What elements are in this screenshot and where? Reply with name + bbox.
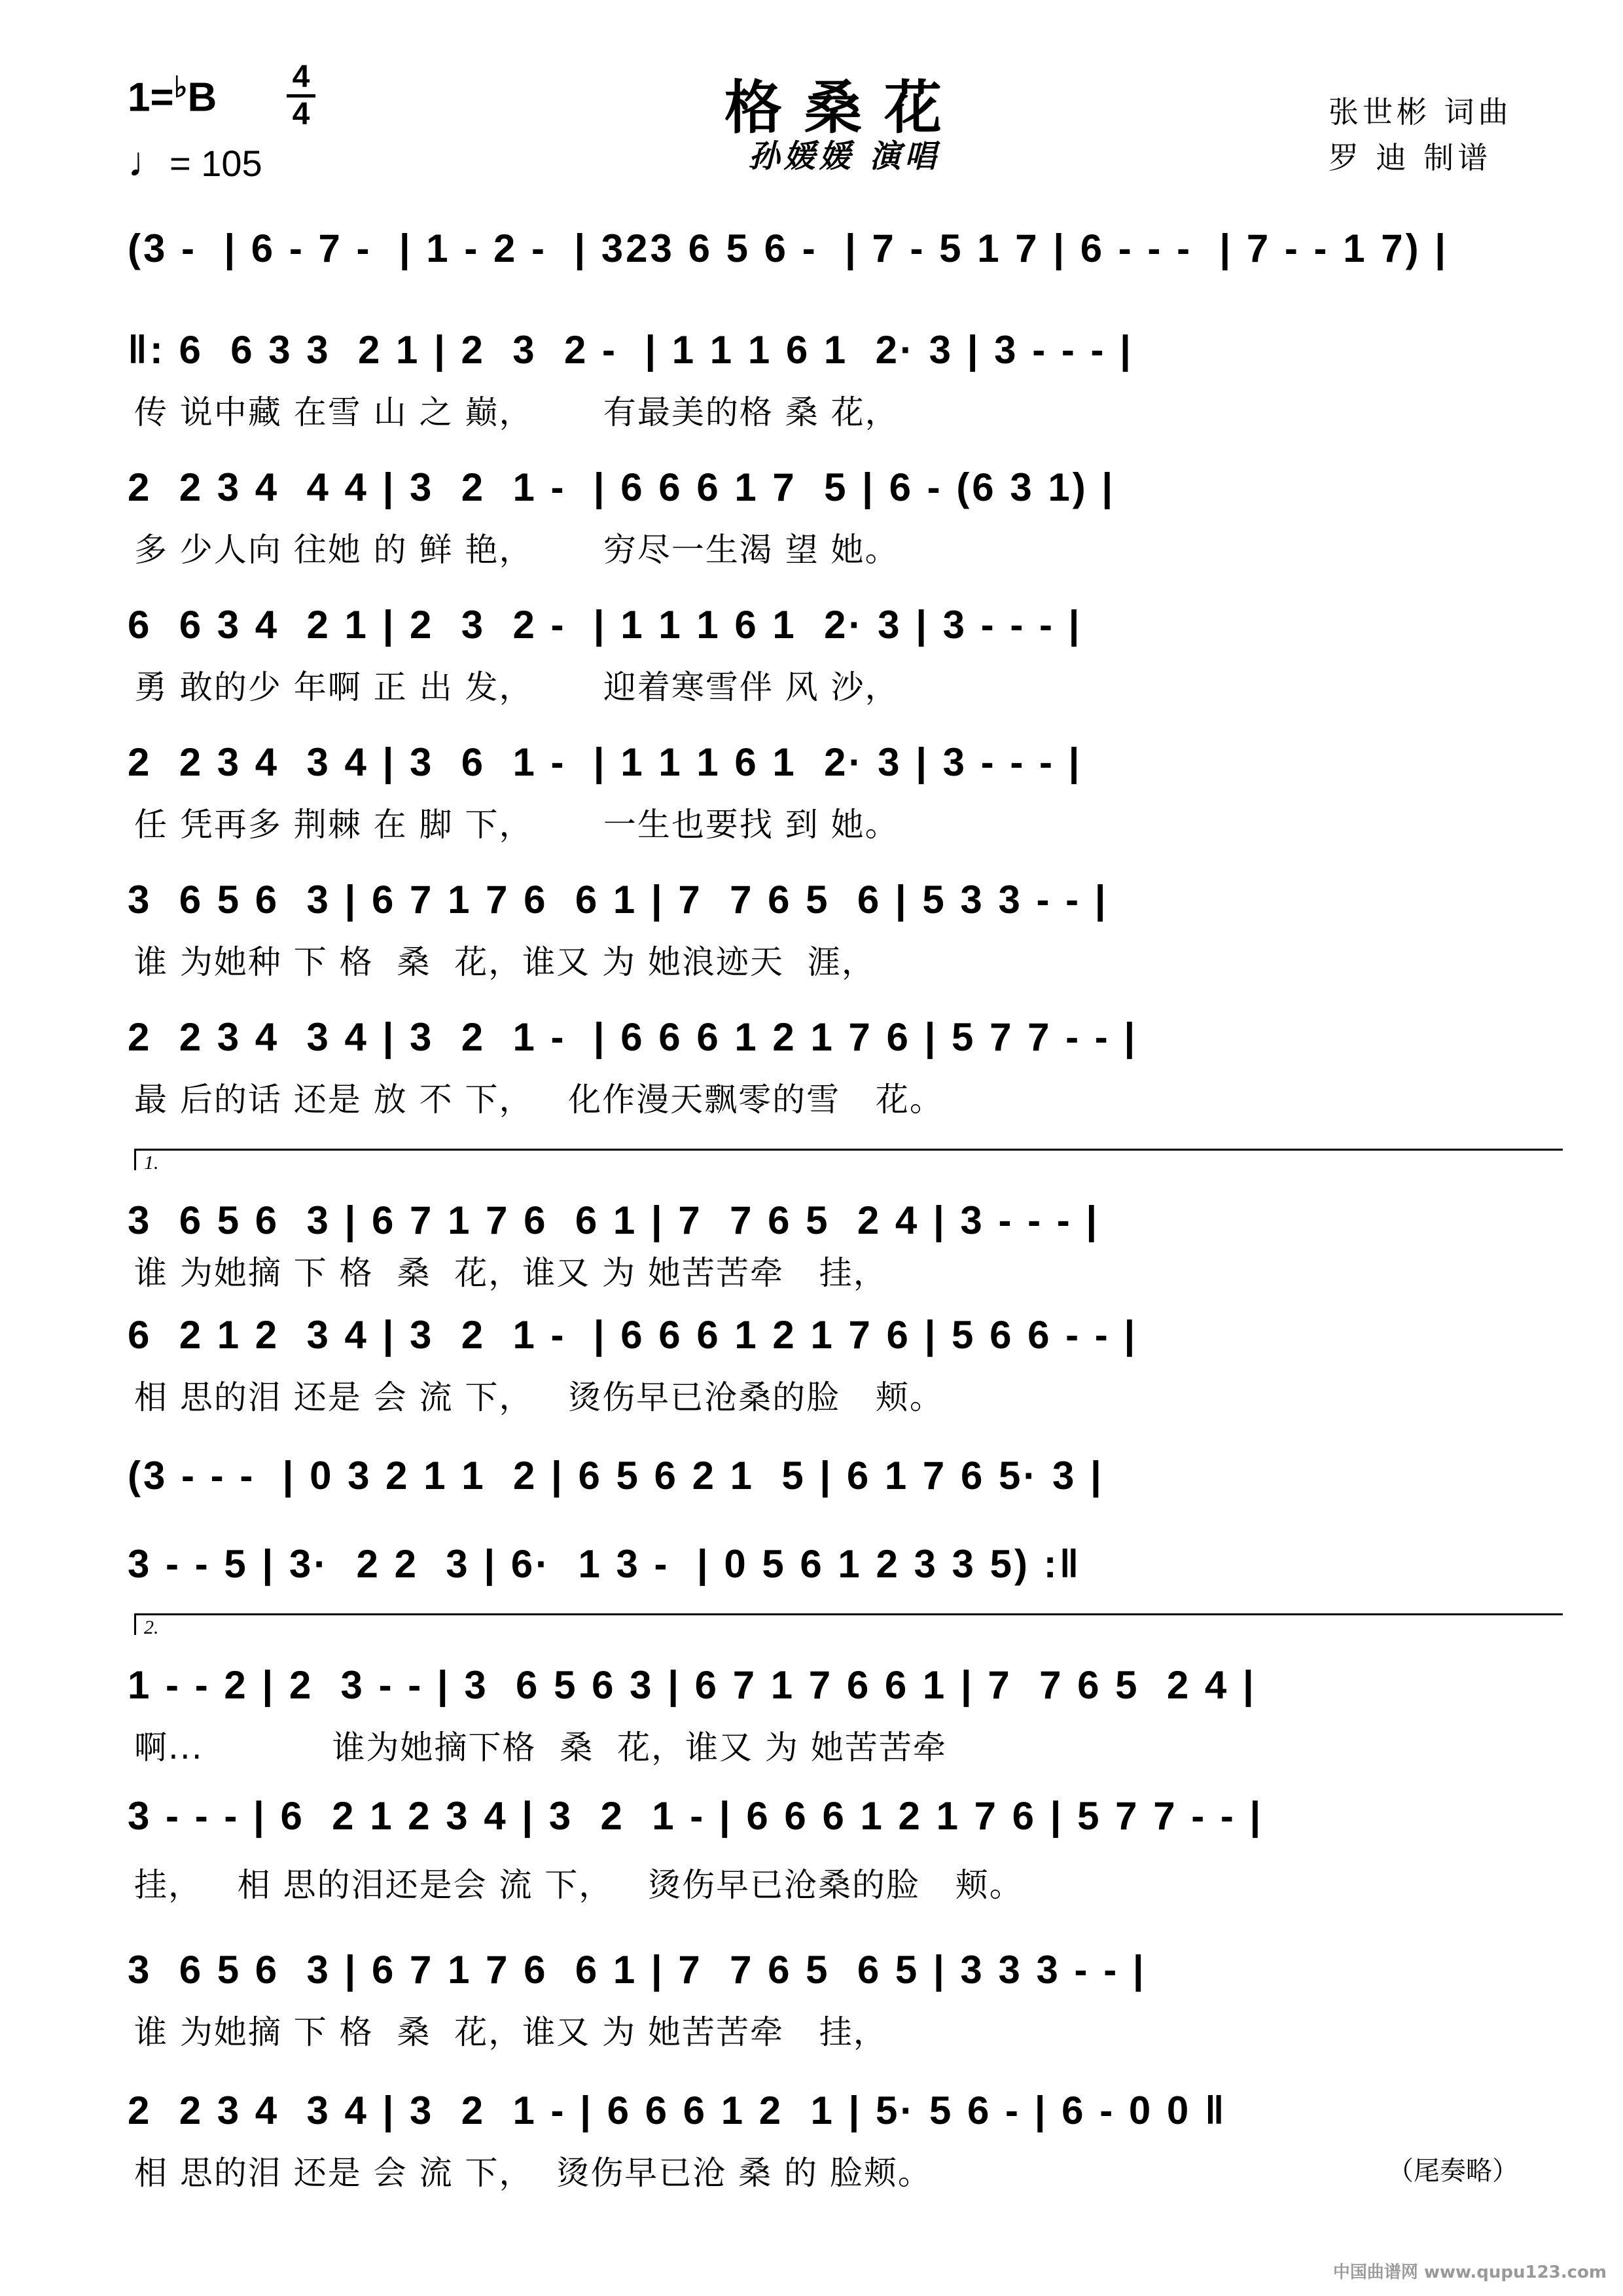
lyric-line: 相 思的泪 还是 会 流 下， 烫伤早已沧桑的脸 颊。 [134, 1378, 944, 1416]
notation-line: 2 2 3 4 3 4 | 3 6 1 - | 1 1 1 6 1 2· 3 | 3 - - - | [128, 740, 1082, 784]
notation-line: 3 - - - | 6 2 1 2 3 4 | 3 2 1 - | 6 6 6 1 2 1 7 6 | 5 7 7 - - | [128, 1794, 1264, 1838]
lyric-line: 谁 为她种 下 格 桑 花，谁又 为 她浪迹天 涯， [134, 943, 876, 981]
notation-line: 6 2 1 2 3 4 | 3 2 1 - | 6 6 6 1 2 1 7 6 | 5 6 6 - - | [128, 1313, 1138, 1357]
song-title: 格桑花 [724, 73, 964, 141]
composer-credit: 张世彬 词曲 [1329, 94, 1512, 130]
notation-line: 2 2 3 4 3 4 | 3 2 1 - | 6 6 6 1 2 1 7 6 | 5 7 7 - - | [128, 1015, 1138, 1059]
volta-number: 2. [144, 1617, 159, 1638]
lyric-line: 挂， 相 思的泪还是会 流 下， 烫伤早已沧桑的脸 颊。 [134, 1866, 1024, 1904]
time-signature: 4 4 [287, 62, 315, 130]
notation-line: 1 - - 2 | 2 3 - - | 3 6 5 6 3 | 6 7 1 7 6 6 1 | 7 7 6 5 2 4 | [128, 1663, 1257, 1707]
lyric-line: 传 说中藏 在雪 山 之 巅， 有最美的格 桑 花， [134, 393, 899, 431]
outro-note: （尾奏略） [1387, 2156, 1518, 2186]
lyric-line: 多 少人向 往她 的 鲜 艳， 穷尽一生渴 望 她。 [134, 531, 899, 569]
tempo-marking: ♩= 105 [128, 138, 262, 185]
notation-line: ‖: 6 6 3 3 2 1 | 2 3 2 - | 1 1 1 6 1 2· 3 | 3 - - - | [128, 328, 1133, 372]
notation-line: 3 6 5 6 3 | 6 7 1 7 6 6 1 | 7 7 6 5 6 | 5 3 3 - - | [128, 878, 1109, 922]
lyric-line: 谁 为她摘 下 格 桑 花，谁又 为 她苦苦牵 挂， [134, 2013, 887, 2051]
notation-line: 3 6 5 6 3 | 6 7 1 7 6 6 1 | 7 7 6 5 6 5 | 3 3 3 - - | [128, 1948, 1147, 1992]
watermark: 中国曲谱网 www.qupu123.com [1332, 2263, 1607, 2282]
key-signature: 1=♭B [128, 71, 217, 120]
notation-line: 2 2 3 4 4 4 | 3 2 1 - | 6 6 6 1 7 5 | 6 - (6 3 1) | [128, 465, 1116, 509]
volta-bracket [134, 1613, 1563, 1638]
notation-line: (3 - | 6 - 7 - | 1 - 2 - | 323 6 5 6 - | 7 - 5 1 7 | 6 - - - | 7 - - 1 7) | [128, 226, 1449, 270]
notation-line: 3 6 5 6 3 | 6 7 1 7 6 6 1 | 7 7 6 5 2 4 | 3 - - - | [128, 1198, 1100, 1242]
lyric-line: 最 后的话 还是 放 不 下， 化作漫天飘零的雪 花。 [134, 1081, 944, 1119]
volta-bracket [134, 1149, 1563, 1174]
notation-line: 2 2 3 4 3 4 | 3 2 1 - | 6 6 6 1 2 1 | 5· 5 6 - | 6 - 0 0 ‖ [128, 2089, 1227, 2132]
lyric-line: 勇 敢的少 年啊 正 出 发， 迎着寒雪伴 风 沙， [134, 668, 899, 706]
lyric-line: 相 思的泪 还是 会 流 下， 烫伤早已沧 桑 的 脸颊。 [134, 2154, 932, 2192]
lyric-line: 任 凭再多 荆棘 在 脚 下， 一生也要找 到 她。 [134, 806, 899, 844]
notation-line: 6 6 3 4 2 1 | 2 3 2 - | 1 1 1 6 1 2· 3 | 3 - - - | [128, 603, 1082, 647]
notation-line: 3 - - 5 | 3· 2 2 3 | 6· 1 3 - | 0 5 6 1 2 3 3 5) :‖ [128, 1542, 1082, 1586]
lyric-line: 啊... 谁为她摘下格 桑 花，谁又 为 她苦苦牵 [134, 1729, 947, 1767]
notation-line: (3 - - - | 0 3 2 1 1 2 | 6 5 6 2 1 5 | 6 1 7 6 5· 3 | [128, 1454, 1104, 1498]
volta-number: 1. [144, 1152, 159, 1174]
singer-credit: 孙媛媛 演唱 [748, 138, 940, 175]
score-credit: 罗 迪 制谱 [1329, 140, 1492, 175]
lyric-line: 谁 为她摘 下 格 桑 花，谁又 为 她苦苦牵 挂， [134, 1254, 887, 1292]
